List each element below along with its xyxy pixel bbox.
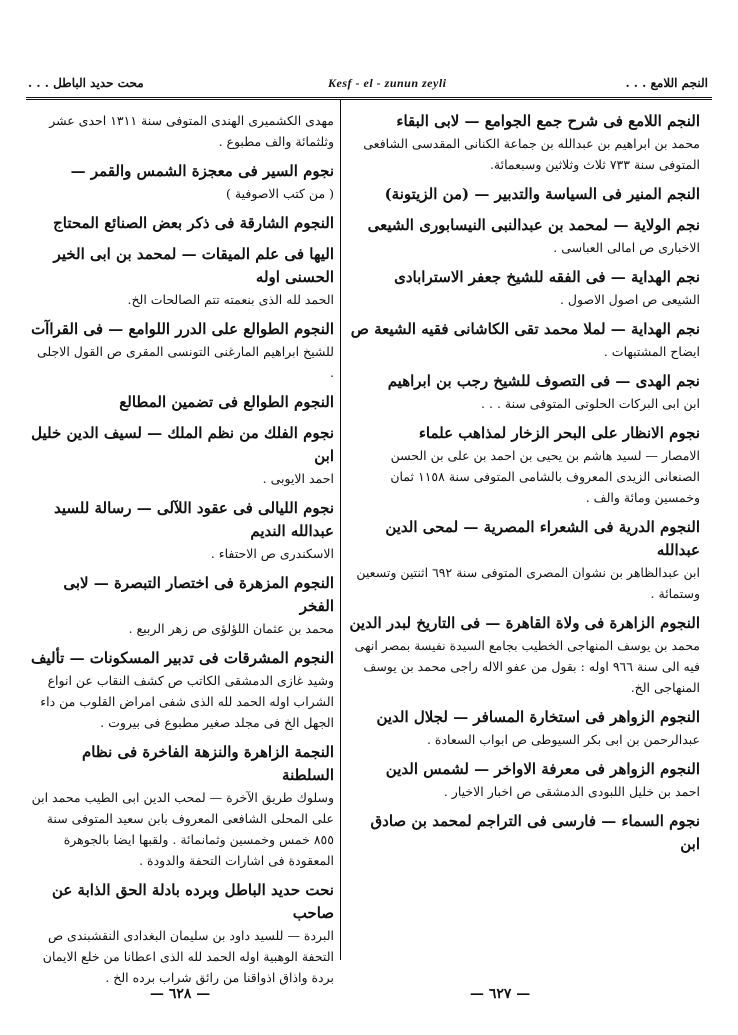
entry: [30, 160, 334, 204]
entry: [30, 647, 334, 733]
entry-heading: نجم الهداية — لملا محمد تقى الكاشانى فقيه الشيعة ص: [350, 320, 700, 338]
entry: [348, 758, 700, 802]
entry-text: البردة — للسيد داود بن سليمان البغدادى النقشبندى ص التحفة الوهبية اوله الحمد لله الذى اعطانا من خلع الايمان بردة واذاق اذواقنا من رائق شراب برده الخ .: [42, 928, 334, 985]
column-divider: [340, 100, 341, 960]
entry: [30, 318, 334, 383]
entry-text: الامصار — لسيد هاشم بن يحيى بن احمد بن على بن الحسن الصنعانى الزيدى المعروف بالشامى المتوفى سنة ١١٥٨ ثمان وخمسين ومائة والف .: [390, 448, 700, 505]
header-rule: [26, 97, 712, 100]
entry-text: للشيخ ابراهيم المارغنى التونسى المقرى ص القول الاجلى .: [36, 344, 334, 380]
entry-heading: النجوم المزهرة فى اختصار التبصرة — لابى الفخر: [63, 574, 334, 615]
entry-heading: النجوم الزواهر فى معرفة الاواخر — لشمس الدين: [385, 760, 700, 778]
entry-heading: نجوم الانظار على البحر الزخار لمذاهب علماء: [418, 424, 700, 442]
left-column: [30, 110, 334, 996]
entry: [30, 391, 334, 414]
entry-text: ابن عبدالظاهر بن نشوان المصرى المتوفى سنة ٦٩٢ اثنتين وتسعين وستمائة .: [356, 565, 700, 601]
entry-heading: النجوم الشارقة فى ذكر بعض الصنائع المحتاج: [53, 214, 334, 232]
entry: [30, 741, 334, 871]
entry: [30, 243, 334, 310]
entry-heading: نجوم الليالى فى عقود اللآلى — رسالة للسيد عبدالله النديم: [53, 499, 334, 540]
entry-text: الحمد لله الذى بنعمته تتم الصالحات الخ.: [127, 292, 334, 307]
entry-text: مهدى الكشميرى الهندى المتوفى سنة ١٣١١ احدى عشر وثلثمائة والف مطبوع .: [49, 113, 334, 149]
header-right: النجم اللامع . . .: [625, 76, 708, 90]
entry-text: وشيد غازى الدمشقى الكاتب ص كشف النقاب عن انواع الشراب اوله الحمد لله الذى شفى امراض القلوب من داء الجهل الخ فى مجلد صغير مطبوع فى بيروت .: [40, 673, 334, 730]
entry: [348, 706, 700, 750]
header-left: محت حديد الباطل . . .: [28, 76, 144, 90]
entry-heading: اليها فى علم الميقات — لمحمد بن ابى الخير الحسنى اوله: [53, 245, 334, 286]
entry: [348, 214, 700, 258]
entry: [348, 318, 700, 362]
entry-heading: النجوم الزواهر فى استخارة المسافر — لجلال الدين: [376, 708, 700, 726]
entry: [348, 266, 700, 310]
entry: [348, 612, 700, 698]
entry: [348, 516, 700, 604]
entry-heading: نجم الهداية — فى الفقه للشيخ جعفر الاسترابادى: [394, 268, 700, 286]
page-number-left: — ٦٢٨ —: [150, 986, 211, 1002]
entry: [30, 110, 334, 152]
entry-heading: النجمة الزاهرة والنزهة الفاخرة فى نظام السلطنة: [81, 743, 334, 784]
entry: [30, 212, 334, 235]
entry-heading: نحت حديد الباطل وبرده بادلة الحق الذابة عن صاحب: [51, 881, 334, 922]
entry: [348, 370, 700, 414]
entry-heading: نجوم السير فى معجزة الشمس والقمر —: [70, 162, 334, 180]
entry-text: احمد الايوبى .: [262, 471, 334, 486]
entry-text: محمد بن يوسف المنهاجى الخطيب بجامع السيدة نفيسة بمصر انهى فيه الى سنة ٩٦٦ اوله : بقول من عفو الاله راجى محمد بن يوسف المنهاجى الخ.: [354, 638, 700, 695]
entry-heading: النجوم المشرقات فى تدبير المسكونات — تأليف: [30, 649, 334, 667]
entry-heading: نجوم السماء — فارسى فى التراجم لمحمد بن صادق ابن: [370, 812, 700, 853]
entry-text: عبدالرحمن بن ابى بكر السيوطى ص ابواب السعادة .: [426, 732, 700, 747]
entry-text: ايضاح المشتبهات .: [603, 344, 700, 359]
entry-heading: النجوم الطوالع فى تضمين المطالع: [119, 393, 334, 411]
entry-heading: نجم الهدى — فى التصوف للشيخ رجب بن ابراهيم: [387, 372, 700, 390]
entry-heading: نجم الولاية — لمحمد بن عبدالنبى النيسابورى الشيعى: [367, 216, 700, 234]
entry: [348, 110, 700, 175]
entry: [30, 497, 334, 564]
entry-text: ابن ابى البركات الحلوتى المتوفى سنة . . .: [481, 396, 700, 411]
entry-heading: النجوم الزاهرة فى ولاة القاهرة — فى التاريخ لبدر الدين: [349, 614, 700, 632]
entry-text: محمد بن عثمان اللؤلؤى ص زهر الربيع .: [128, 621, 334, 636]
entry: [30, 879, 334, 988]
entry-text: ( من كتب الاصوفية ): [226, 186, 334, 201]
entry: [348, 810, 700, 856]
entry-heading: النجوم الدرية فى الشعراء المصرية — لمحى الدين عبدالله: [385, 518, 700, 559]
right-column: [348, 110, 700, 864]
entry: [30, 572, 334, 639]
header-center: Kesf - el - zunun zeyli: [328, 76, 447, 90]
entry-heading: نجوم الفلك من نظم الملك — لسيف الدين خليل ابن: [31, 424, 334, 465]
entry-heading: النجم اللامع فى شرح جمع الجوامع — لابى البقاء: [396, 112, 700, 130]
page-number-right: — ٦٢٧ —: [470, 986, 531, 1002]
entry: [348, 183, 700, 206]
entry-heading: النجوم الطوالع على الدرر اللوامع — فى القراآت: [31, 320, 334, 338]
entry: [348, 422, 700, 508]
entry-text: الاسكندرى ص الاحتفاء .: [210, 546, 334, 561]
entry-text: وسلوك طريق الآخرة — لمحب الدين ابى الطيب محمد ابن على المحلى الشافعى المعروف بابن سعيد المتوفى سنة ٨٥٥ خمس وخمسين وثمانمائة . ولقبها ايضا بالجوهرة المعقودة فى اشارات التحفة والدودة .: [31, 790, 334, 868]
entry-text: الشيعى ص اصول الاصول .: [559, 292, 700, 307]
entry: [30, 422, 334, 489]
entry-text: الاخبارى ص امالى العباسى .: [553, 240, 700, 255]
running-header: [28, 74, 708, 96]
entry-text: محمد بن ابراهيم بن عبدالله بن جماعة الكنانى المقدسى الشافعى المتوفى سنة ٧٣٣ ثلاث وثلاثين وسبعمائة.: [363, 136, 700, 172]
entry-text: احمد بن خليل اللبودى الدمشقى ص اخبار الاخيار .: [443, 784, 700, 799]
entry-heading: النجم المنير فى السياسة والتدبير — (من الزيتونة): [384, 185, 700, 203]
